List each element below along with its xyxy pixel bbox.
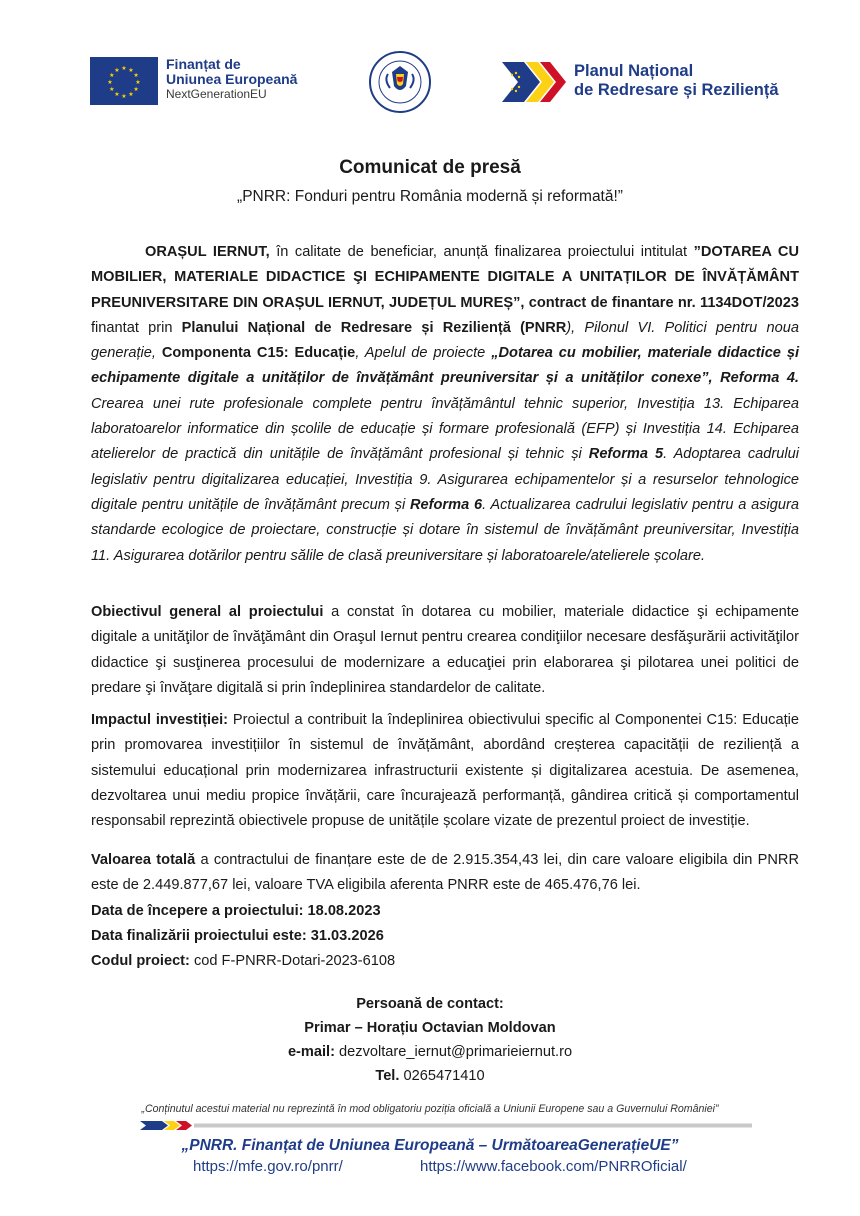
footer-divider-bar — [140, 1121, 752, 1130]
p1-reform5-text: . Adoptarea cadrului legislativ pentru digitalizarea educației, Investiția 9. Asigurarea echipamentelor și a resurselor tehnologice digitale pentru unitățile de învățământ precum și — [91, 446, 799, 513]
general-objective-label: Obiectivul general al proiectului — [91, 604, 324, 620]
pnrr-program-name: Planului Național de Redresare și Reziliență (PNRR — [181, 319, 567, 336]
eu-funding-logo — [90, 55, 312, 107]
pnrr-logo-text — [574, 62, 779, 100]
reform6-label: Reforma 6 — [409, 496, 483, 513]
contact-heading-text: Persoană de contact: — [356, 996, 504, 1012]
eu-star-icon: ★ — [107, 79, 113, 86]
total-value-text: a contractului de finanțare este de de 2.915.354,43 lei, din care valoare eligibila din PNRR este de 2.449.877,67 lei, valoare TVA eligibila aferenta PNRR este de 465.476,76 lei. — [91, 852, 799, 894]
contact-email-label: e-mail: — [287, 1044, 335, 1060]
call-title: „Dotarea cu mobilier, materiale didactice și echipamente digitale a unităților de învățământ preuniversitar și a unităților conexe”, Reforma 4. — [91, 345, 800, 387]
general-objective-text: a constat în dotarea cu mobilier, materiale didactice şi echipamente digitale a unităţilor de învăţământ din Oraşul Iernut pentru crearea condiţiilor necesare desfăşurării activităţilor didactice şi susţinerea procesului de modernizare a educaţiei prin elaborarea şi pilotarea unei politici de predare şi învăţare digitală si prin îndeplinirea standardelor de calitate. — [91, 604, 799, 696]
eu-star-icon: ★ — [133, 86, 139, 93]
eu-flag-icon — [90, 57, 158, 105]
footer-title: „PNRR. Finanțat de Uniunea Europeană – UrmătoareaGenerațieUE” — [181, 1137, 679, 1154]
pnrr-logo-line1: Planul Național — [574, 62, 694, 80]
end-date-text: Data finalizării proiectului este: 31.03.2026 — [91, 928, 384, 944]
project-code — [91, 949, 799, 974]
eu-star-icon: ★ — [114, 91, 120, 99]
pnrr-logo-line2: de Redresare și Reziliență — [574, 81, 779, 99]
contact-phone-label: Tel. — [375, 1068, 400, 1084]
footer-disclaimer: „Conținutul acestui material nu reprezintă în mod obligatoriu poziția oficială a Uniunii Europene sau a Guvernului României” — [141, 1103, 719, 1115]
contact-email — [0, 1040, 860, 1064]
eu-star-icon: ★ — [121, 65, 127, 72]
total-value-label: Valoarea totală — [91, 852, 196, 868]
contact-heading — [0, 992, 860, 1016]
contact-phone — [0, 1064, 860, 1088]
p1-reform4-text: Crearea unei rute profesionale complete pentru învățământul tehnic superior, Investiția 13. Echiparea laboratoarelor informatice din școlile de educație și formare profesională (EFP) și Investiția 14. Echiparea atelierelor de practică din unitățile de învățământ profesional și tehnic și — [91, 395, 799, 463]
eu-star-icon: ★ — [128, 91, 134, 99]
page-subtitle: „PNRR: Fonduri pentru România modernă și reformată!” — [237, 188, 623, 205]
eu-logo-line1: Finanțat de — [166, 56, 241, 72]
end-date — [91, 924, 799, 949]
contact-phone-value: 0265471410 — [399, 1068, 485, 1084]
investment-impact-text: Proiectul a contribuit la îndeplinirea obiectivului specific al Componentei C15: Educație prin promovarea investițiilor în sistemul de învățământ, abordând creșterea capacității de reziliență a sistemului educațional prin modernizarea infrastructurii existente și digitalizarea acestuia. De asemenea, dezvoltarea unui mediu propice învățării, care încurajează performanță, gândirea critică și comportamentul responsabil reprezintă obiectivele propuse de unitățile școlare vizate de prezentul proiect de investiție. — [91, 712, 799, 830]
contact-person-text: Primar – Horațiu Octavian Moldovan — [304, 1020, 556, 1036]
mfe-link[interactable]: https://mfe.gov.ro/pnrr/ — [193, 1158, 343, 1175]
contact-email-value[interactable]: dezvoltare_iernut@primarieiernut.ro — [334, 1044, 573, 1060]
total-value-paragraph — [91, 848, 799, 899]
p1-pillar-text: ), Pilonul VI. Politici pentru noua generație, — [91, 319, 799, 362]
project-description-paragraph — [91, 240, 799, 569]
project-code-label: Codul proiect: — [91, 953, 190, 969]
eu-logo-line3: NextGenerationEU — [166, 87, 267, 101]
page-title: Comunicat de presă — [339, 157, 521, 178]
p1-text-2: finantat prin — [91, 319, 182, 336]
start-date-text: Data de începere a proiectului: 18.08.2023 — [91, 903, 381, 919]
pnrr-arrow-mark-icon — [502, 62, 568, 102]
investment-impact-paragraph — [91, 708, 799, 834]
beneficiary-name: ORAȘUL IERNUT, — [145, 244, 270, 260]
eu-star-icon: ★ — [133, 72, 139, 79]
investment-impact-label: Impactul investiției: — [91, 712, 229, 728]
eu-star-icon: ★ — [109, 86, 115, 93]
eu-star-icon: ★ — [128, 66, 134, 74]
romanian-government-seal-icon — [368, 50, 432, 114]
facebook-link[interactable]: https://www.facebook.com/PNRROficial/ — [420, 1158, 687, 1175]
eu-star-icon: ★ — [109, 72, 115, 79]
component-name: Componenta C15: Educație — [161, 345, 356, 362]
eu-star-icon: ★ — [121, 93, 127, 100]
contact-person — [0, 1016, 860, 1040]
reform5-label: Reforma 5 — [588, 446, 664, 463]
eu-star-icon: ★ — [135, 79, 141, 86]
project-title: ”DOTAREA CU MOBILIER, MATERIALE DIDACTICE ŞI ECHIPAMENTE DIGITALE A UNITAȚILOR DE ÎNVĂȚĂMÂNT PREUNIVERSITARE DIN ORAȘUL IERNUT, JUDEȚUL MUREȘ”, contract de finantare nr. 1134DOT/2023 — [91, 244, 800, 311]
start-date — [91, 899, 799, 924]
p1-reform6-text: . Actualizarea cadrului legislativ pentru a asigura standarde ecologice de proiectare, construcție și dotare în sistemul de învățământ preuniversitar, Investiția 11. Asigurarea dotărilor pentru sălile de clasă preuniversitare și laboratoarele/atelierele școlare. — [91, 496, 799, 564]
eu-logo-line2: Uniunea Europeană — [166, 71, 298, 87]
p1-call-text: , Apelul de proiecte — [355, 345, 492, 362]
eu-logo-text — [166, 57, 297, 102]
eu-star-icon: ★ — [114, 66, 120, 74]
general-objective-paragraph — [91, 600, 799, 701]
project-code-value: cod F-PNRR-Dotari-2023-6108 — [189, 953, 396, 969]
p1-text-1: în calitate de beneficiar, anunță finalizarea proiectului intitulat — [269, 244, 694, 260]
pnrr-logo — [502, 58, 802, 106]
